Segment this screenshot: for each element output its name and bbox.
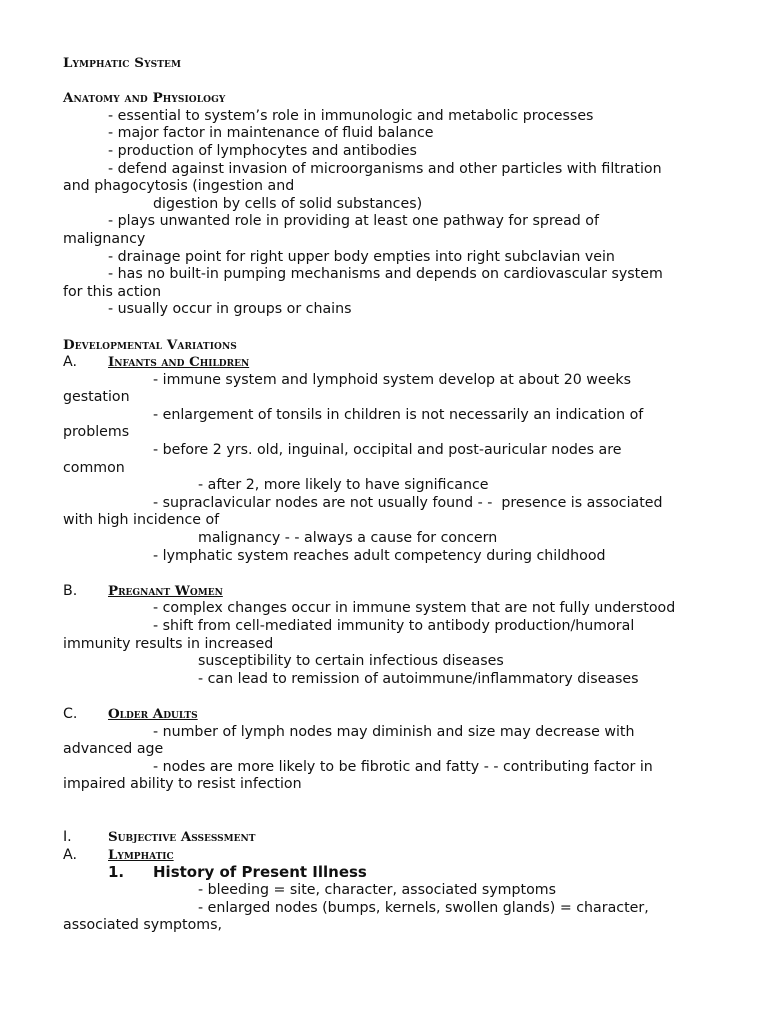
history-line: associated symptoms,: [63, 917, 222, 934]
pregnant-title: Pregnant Women: [108, 582, 223, 599]
anatomy-line: digestion by cells of solid substances): [153, 195, 423, 212]
infants-line: - after 2, more likely to have significance: [198, 477, 489, 494]
history-title: History of Present Illness: [153, 863, 367, 882]
anatomy-line: - production of lymphocytes and antibodies: [108, 142, 417, 159]
subjective-heading: Subjective Assessment: [108, 829, 256, 846]
subjective-marker: I.: [63, 829, 72, 846]
developmental-heading: Developmental Variations: [63, 336, 237, 353]
history-heading: [63, 864, 713, 882]
infants-marker: A.: [63, 354, 77, 371]
infants-line: malignancy - - always a cause for concern: [198, 530, 498, 547]
older-subheading: [63, 706, 713, 724]
pregnant-line: susceptibility to certain infectious diseases: [198, 653, 504, 670]
document-title: Lymphatic System: [63, 55, 182, 71]
anatomy-lines: [63, 108, 713, 319]
pregnant-line: - shift from cell-mediated immunity to antibody production/humoral: [153, 618, 635, 634]
older-line: - nodes are more likely to be fibrotic and fatty - - contributing factor in: [153, 758, 653, 775]
infants-line: with high incidence of: [63, 512, 220, 529]
older-lines: [63, 724, 713, 794]
lymphatic-subheading: [63, 847, 713, 865]
history-lines: [63, 882, 713, 935]
document-page: [63, 55, 713, 935]
pregnant-subheading: [63, 583, 713, 601]
infants-line: - immune system and lymphoid system develop at about 20 weeks: [153, 371, 631, 388]
anatomy-line: for this action: [63, 283, 162, 300]
lymphatic-marker: A.: [63, 846, 77, 863]
anatomy-line: - essential to system’s role in immunologic and metabolic processes: [108, 107, 594, 124]
infants-lines: [63, 372, 713, 566]
history-line: - bleeding = site, character, associated symptoms: [198, 881, 556, 898]
anatomy-line: malignancy: [63, 230, 146, 247]
infants-line: - before 2 yrs. old, inguinal, occipital and post-auricular nodes are: [153, 442, 622, 459]
history-number: 1.: [108, 863, 125, 882]
older-marker: C.: [63, 705, 78, 722]
lymphatic-title: Lymphatic: [108, 846, 174, 863]
infants-subheading: [63, 354, 713, 372]
anatomy-line: - major factor in maintenance of fluid balance: [108, 125, 434, 142]
infants-line: - lymphatic system reaches adult competency during childhood: [153, 547, 606, 564]
anatomy-line: - drainage point for right upper body empties into right subclavian vein: [108, 248, 615, 265]
older-line: impaired ability to resist infection: [63, 776, 302, 793]
older-line: - number of lymph nodes may diminish and size may decrease with: [153, 723, 635, 740]
infants-line: problems: [63, 424, 130, 441]
anatomy-line: and phagocytosis (ingestion and: [63, 178, 295, 195]
anatomy-line: - plays unwanted role in providing at least one pathway for spread of: [108, 213, 599, 230]
older-title: Older Adults: [108, 705, 198, 722]
infants-line: common: [63, 459, 125, 476]
older-line: advanced age: [63, 741, 164, 758]
infants-line: - enlargement of tonsils in children is not necessarily an indication of: [153, 406, 644, 423]
anatomy-line: - has no built-in pumping mechanisms and depends on cardiovascular system: [108, 266, 663, 283]
pregnant-line: immunity results in increased: [63, 635, 274, 652]
subjective-heading-row: [63, 829, 713, 847]
pregnant-line: - can lead to remission of autoimmune/inflammatory diseases: [198, 670, 639, 687]
anatomy-heading: Anatomy and Physiology: [63, 90, 226, 107]
infants-line: gestation: [63, 389, 130, 406]
infants-title: Infants and Children: [108, 354, 250, 371]
infants-line: - supraclavicular nodes are not usually found - - presence is associated: [153, 494, 663, 511]
anatomy-line: - usually occur in groups or chains: [108, 301, 352, 318]
anatomy-line: - defend against invasion of microorganisms and other particles with filtration: [108, 160, 662, 177]
pregnant-line: - complex changes occur in immune system that are not fully understood: [153, 600, 676, 617]
pregnant-lines: [63, 600, 713, 688]
pregnant-marker: B.: [63, 582, 78, 599]
history-line: - enlarged nodes (bumps, kernels, swollen glands) = character,: [198, 899, 649, 916]
